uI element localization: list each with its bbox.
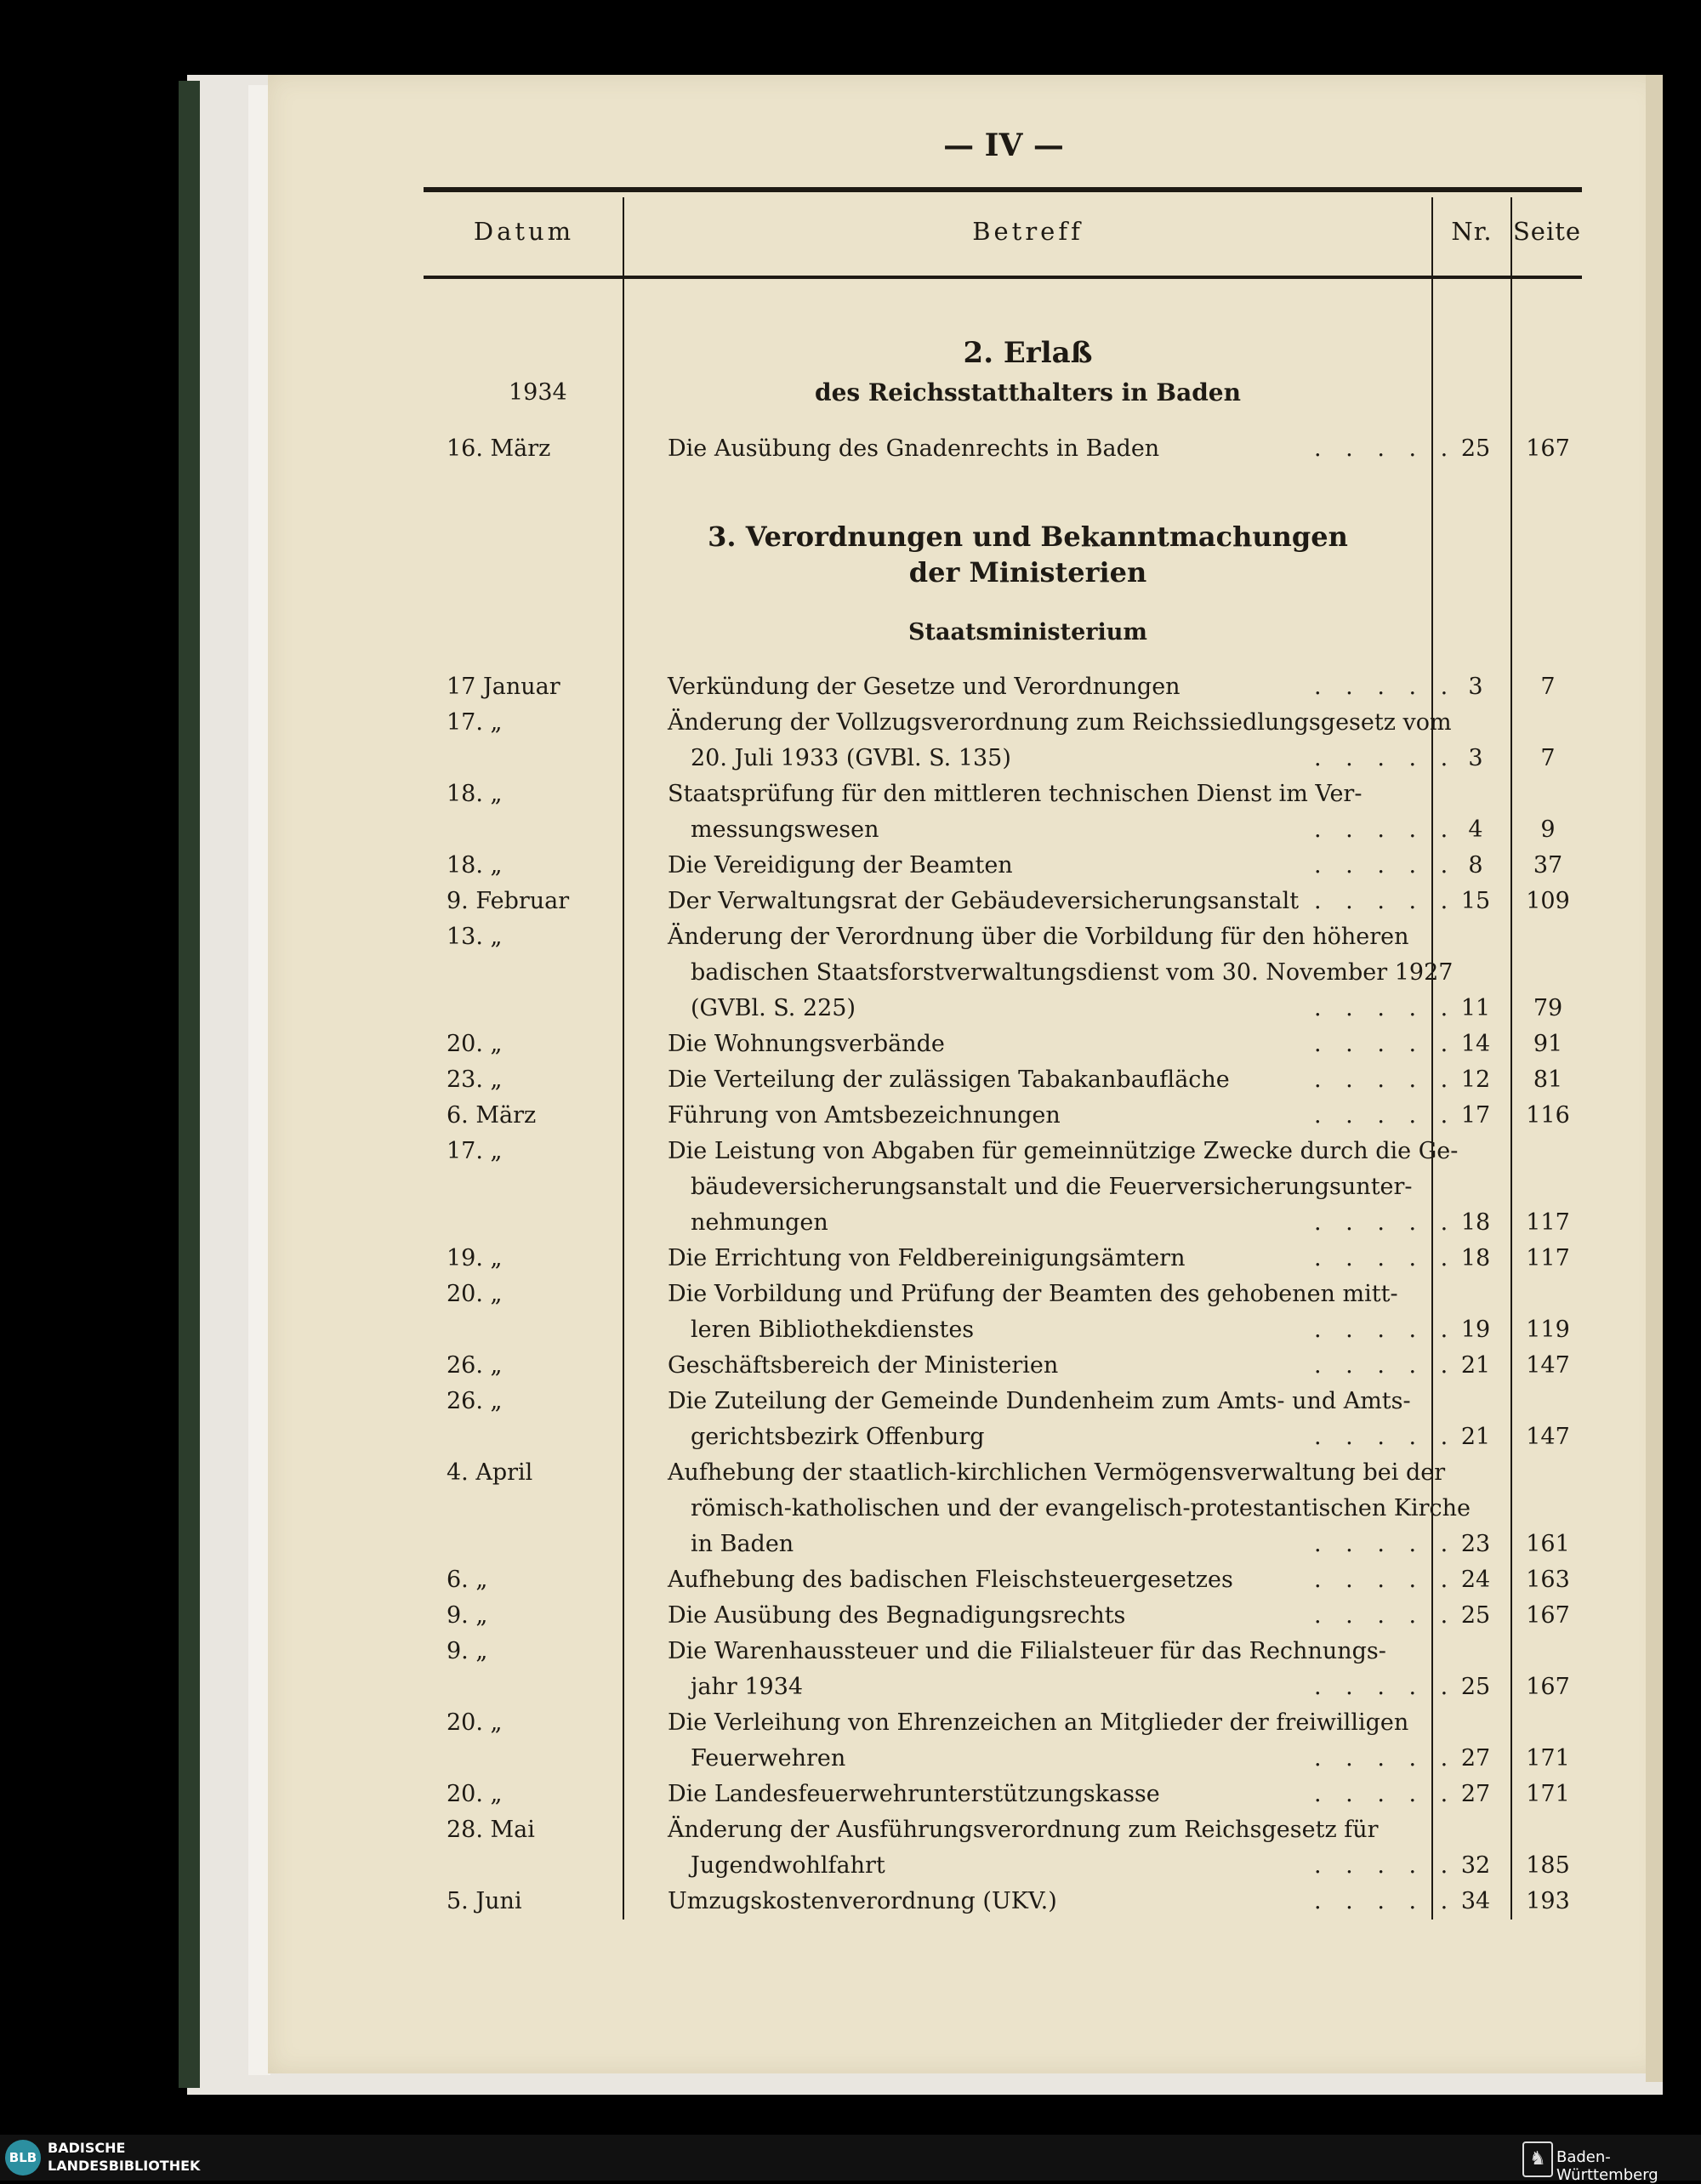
entry-subject-line: bäudeversicherungsanstalt und die Feuerversicherungsunter- [691,1174,1413,1200]
entry-page: 7 [1540,674,1556,700]
entry-subject-line: Verkündung der Gesetze und Verordnungen [668,674,1180,700]
entry-page: 7 [1540,745,1556,771]
entry-page: 147 [1526,1352,1570,1379]
entry-date: 6. „ [447,1567,488,1593]
entry-date: 20. „ [447,1031,503,1057]
entry-date: 6. März [447,1102,537,1129]
entry-subject-line: Aufhebung der staatlich-kirchlichen Vermögensverwaltung bei der [668,1459,1446,1486]
entry-subject-line: Umzugskostenverordnung (UKV.) [668,1888,1057,1914]
header-nr: Nr. [1451,217,1493,246]
entry-subject-line: Die Landesfeuerwehrunterstützungskasse [668,1781,1160,1807]
entry-subject-line: Änderung der Verordnung über die Vorbildung für den höheren [668,924,1409,950]
entry-subject-line: Änderung der Vollzugsverordnung zum Reichssiedlungsgesetz vom [668,709,1452,736]
entry-date: 20. „ [447,1709,503,1736]
entry-subject-line: Führung von Amtsbezeichnungen [668,1102,1061,1129]
entry-number: 14 [1460,1031,1491,1057]
entry-page: 167 [1526,1674,1570,1700]
leader-dots: . . . . . [1314,1352,1457,1379]
leader-dots: . . . . . [1314,1888,1457,1914]
section-2-subtitle: des Reichsstatthalters in Baden [815,378,1241,407]
entry-number: 25 [1460,1674,1491,1700]
entry-page: 171 [1526,1745,1570,1772]
entry-subject-line: Die Verleihung von Ehrenzeichen an Mitglieder der freiwilligen [668,1709,1409,1736]
entry-number: 32 [1460,1852,1491,1879]
entry-subject-line: Die Ausübung des Gnadenrechts in Baden [668,435,1160,462]
leader-dots: . . . . . [1314,1031,1457,1057]
entry-number: 3 [1468,745,1483,771]
entry-subject-line: in Baden [691,1531,794,1557]
entry-subject-line: Die Zuteilung der Gemeinde Dundenheim zum Amts- und Amts- [668,1388,1411,1414]
entry-number: 18 [1460,1209,1491,1236]
entry-page: 91 [1533,1031,1563,1057]
entry-page: 117 [1526,1245,1570,1271]
year-label: 1934 [509,379,567,406]
entry-subject-line: römisch-katholischen und der evangelisch-protestantischen Kirche [691,1495,1471,1521]
header-datum: Datum [473,217,575,246]
header-seite: Seite [1512,217,1582,246]
entry-page: 161 [1526,1531,1570,1557]
entry-subject-line: Geschäftsbereich der Ministerien [668,1352,1059,1379]
entry-subject-line: Die Warenhaussteuer und die Filialsteuer für das Rechnungs- [668,1638,1386,1664]
entry-page: 116 [1526,1102,1570,1129]
leader-dots: . . . . . [1314,1102,1457,1129]
entry-page: 9 [1540,816,1556,843]
entry-subject-line: nehmungen [691,1209,828,1236]
entry-date: 26. „ [447,1388,503,1414]
entry-number: 4 [1468,816,1483,843]
entry-number: 34 [1460,1888,1491,1914]
leader-dots: . . . . . [1314,1602,1457,1629]
leader-dots: . . . . . [1314,1674,1457,1700]
entry-page: 117 [1526,1209,1570,1236]
entry-subject-line: Aufhebung des badischen Fleischsteuergesetzes [668,1567,1233,1593]
entry-number: 23 [1460,1531,1491,1557]
entry-number: 11 [1460,995,1491,1021]
entry-subject-line: Feuerwehren [691,1745,846,1772]
entry-subject-line: Jugendwohlfahrt [691,1852,885,1879]
entry-date: 17. „ [447,709,503,736]
entry-date: 9. „ [447,1638,488,1664]
section-2-title: 2. Erlaß [963,336,1093,370]
entry-subject-line: Der Verwaltungsrat der Gebäudeversicherungsanstalt [668,888,1300,914]
section-3-title-line2: der Ministerien [908,556,1147,589]
entry-date: 23. „ [447,1066,503,1093]
entry-page: 37 [1533,852,1563,879]
crest-icon: ♞ [1522,2141,1553,2177]
entry-subject-line: Die Vorbildung und Prüfung der Beamten des gehobenen mitt- [668,1281,1398,1307]
entry-number: 27 [1460,1745,1491,1772]
entry-page: 109 [1526,888,1570,914]
entry-number: 18 [1460,1245,1491,1271]
entry-page: 185 [1526,1852,1570,1879]
entry-page: 81 [1533,1066,1563,1093]
leader-dots: . . . . . [1314,995,1457,1021]
top-rule-thick [424,187,1582,192]
leader-dots: . . . . . [1314,1424,1457,1450]
entry-number: 25 [1460,1602,1491,1629]
entry-number: 24 [1460,1567,1491,1593]
entry-number: 12 [1460,1066,1491,1093]
entry-number: 15 [1460,888,1491,914]
blb-line-2: LANDESBIBLIOTHEK [48,2158,201,2174]
entry-page: 119 [1526,1317,1570,1343]
leader-dots: . . . . . [1314,852,1457,879]
entry-date: 13. „ [447,924,503,950]
leader-dots: . . . . . [1314,1066,1457,1093]
book-spine [179,81,200,2088]
section-3-title: 3. Verordnungen und Bekanntmachungen [708,520,1348,553]
leader-dots: . . . . . [1314,745,1457,771]
page-number: — IV — [943,128,1064,163]
entry-page: 193 [1526,1888,1570,1914]
entry-subject-line: 20. Juli 1933 (GVBl. S. 135) [691,745,1011,771]
entry-page: 167 [1526,435,1570,462]
right-page-edge [1646,75,1663,2082]
leader-dots: . . . . . [1314,1852,1457,1879]
column-divider-date [623,197,624,1920]
entry-date: 5. Juni [447,1888,522,1914]
entry-subject-line: Die Vereidigung der Beamten [668,852,1013,879]
leader-dots: . . . . . [1314,1745,1457,1772]
blb-label[interactable] [48,2139,200,2175]
entry-subject-line: messungswesen [691,816,879,843]
leader-dots: . . . . . [1314,435,1457,462]
entry-date: 9. Februar [447,888,570,914]
entry-subject-line: jahr 1934 [691,1674,804,1700]
entry-date: 26. „ [447,1352,503,1379]
entry-date: 20. „ [447,1781,503,1807]
entry-date: 18. „ [447,781,503,807]
entry-number: 21 [1460,1352,1491,1379]
entry-number: 21 [1460,1424,1491,1450]
entry-date: 20. „ [447,1281,503,1307]
entry-number: 25 [1460,435,1491,462]
entry-page: 171 [1526,1781,1570,1807]
entry-subject-line: Die Errichtung von Feldbereinigungsämtern [668,1245,1186,1271]
entry-date: 4. April [447,1459,533,1486]
entry-date: 9. „ [447,1602,488,1629]
entry-number: 17 [1460,1102,1491,1129]
footer-bar [0,2135,1701,2181]
leader-dots: . . . . . [1314,1209,1457,1236]
entry-subject-line: Staatsprüfung für den mittleren technischen Dienst im Ver- [668,781,1363,807]
entry-page: 163 [1526,1567,1570,1593]
leader-dots: . . . . . [1314,1781,1457,1807]
leader-dots: . . . . . [1314,1567,1457,1593]
entry-number: 27 [1460,1781,1491,1807]
leader-dots: . . . . . [1314,1317,1457,1343]
entry-subject-line: badischen Staatsforstverwaltungsdienst vom 30. November 1927 [691,959,1454,986]
leader-dots: . . . . . [1314,888,1457,914]
entry-subject-line: Die Ausübung des Begnadigungsrechts [668,1602,1126,1629]
entry-date: 28. Mai [447,1817,535,1843]
entry-page: 167 [1526,1602,1570,1629]
header-rule [424,276,1582,279]
entry-date: 17 Januar [447,674,560,700]
entry-date: 18. „ [447,852,503,879]
leader-dots: . . . . . [1314,674,1457,700]
entry-date: 19. „ [447,1245,503,1271]
entry-subject-line: leren Bibliothekdienstes [691,1317,975,1343]
entry-subject-line: gerichtsbezirk Offenburg [691,1424,985,1450]
entry-subject-line: Die Leistung von Abgaben für gemeinnützige Zwecke durch die Ge- [668,1138,1459,1164]
leader-dots: . . . . . [1314,1245,1457,1271]
entry-date: 17. „ [447,1138,503,1164]
entry-subject-line: (GVBl. S. 225) [691,995,856,1021]
entry-date: 16. März [447,435,551,462]
blb-logo-icon[interactable]: BLB [5,2140,41,2175]
leader-dots: . . . . . [1314,1531,1457,1557]
entry-page: 79 [1533,995,1563,1021]
entry-subject-line: Die Wohnungsverbände [668,1031,945,1057]
entry-page: 147 [1526,1424,1570,1450]
entry-number: 19 [1460,1317,1491,1343]
entry-number: 3 [1468,674,1483,700]
header-betreff: Betreff [972,217,1084,246]
entry-subject-line: Änderung der Ausführungsverordnung zum Reichsgesetz für [668,1817,1379,1843]
entry-number: 8 [1468,852,1483,879]
column-divider-nr [1510,197,1512,1920]
baden-wuerttemberg-label[interactable]: Baden-Württemberg [1556,2148,1658,2184]
blb-line-1: BADISCHE [48,2140,126,2156]
entry-subject-line: Die Verteilung der zulässigen Tabakanbaufläche [668,1066,1230,1093]
section-3-subheading: Staatsministerium [908,619,1147,646]
leader-dots: . . . . . [1314,816,1457,843]
